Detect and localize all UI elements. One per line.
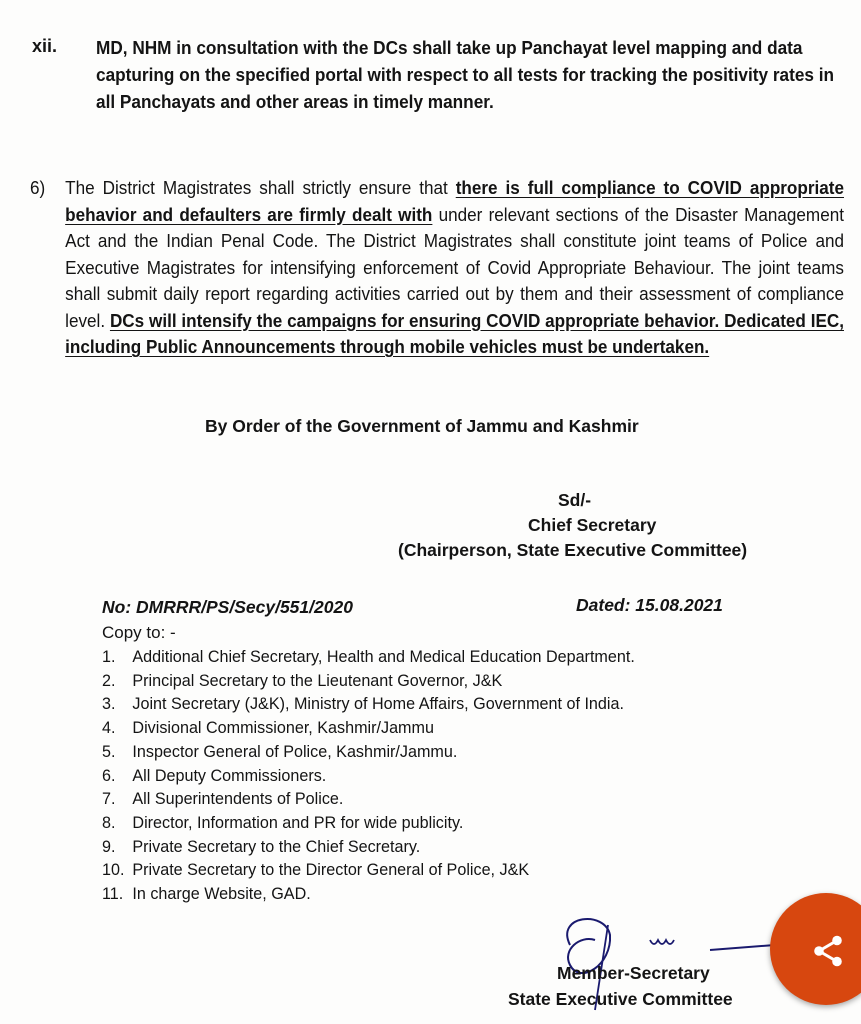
copy-to-item	[102, 835, 635, 859]
copy-to-item-number: 10.	[102, 860, 125, 880]
copy-to-item	[102, 764, 635, 788]
copy-to-item-number: 7.	[102, 789, 116, 809]
member-secretary-committee: State Executive Committee	[508, 989, 733, 1009]
copy-to-item-number: 1.	[102, 647, 116, 666]
signatory-title: Chief Secretary	[528, 515, 657, 535]
copy-to-item-text: Private Secretary to the Director General of Police, J&K	[132, 860, 530, 880]
member-secretary-title: Member-Secretary	[557, 963, 710, 983]
copy-to-item-text: Divisional Commissioner, Kashmir/Jammu	[132, 718, 434, 738]
copy-to-item-text: Inspector General of Police, Kashmir/Jammu.	[132, 741, 458, 761]
copy-to-item	[102, 740, 635, 764]
copy-to-item	[102, 716, 635, 740]
dated: Dated: 15.08.2021	[576, 595, 723, 615]
copy-to-list	[102, 645, 635, 906]
copy-to-item-number: 8.	[102, 812, 116, 832]
item-number-xii: xii.	[32, 36, 58, 56]
signed-mark: Sd/-	[558, 490, 592, 510]
order-line: By Order of the Government of Jammu and Kashmir	[205, 416, 639, 436]
item-xii-text: MD, NHM in consultation with the DCs shall take up Panchayat level mapping and data capturing on the specified portal with respect to all tests for tracking the positivity rates in all Panchayats and other areas in timely manner.	[96, 37, 835, 112]
paragraph-6-text-1: The District Magistrates shall strictly ensure that	[65, 177, 456, 198]
copy-to-item-number: 2.	[102, 670, 116, 690]
copy-to-item-text: Principal Secretary to the Lieutenant Governor, J&K	[132, 670, 503, 690]
paragraph-6-underlined-2: DCs will intensify the campaigns for ensuring COVID appropriate behavior. Dedicated IEC, including Public Announcements through mobile vehicles must be undertaken.	[65, 309, 844, 357]
copy-to-item-number: 3.	[102, 694, 116, 714]
copy-to-item	[102, 787, 635, 811]
copy-to-label: Copy to: -	[102, 623, 176, 642]
copy-to-item-number: 6.	[102, 765, 116, 785]
signatory-role: (Chairperson, State Executive Committee)	[398, 540, 748, 560]
share-button[interactable]	[770, 893, 861, 1005]
paragraph-6	[30, 175, 844, 361]
copy-to-item-number: 9.	[102, 836, 116, 856]
copy-to-item	[102, 811, 635, 835]
paragraph-6-number: 6)	[30, 177, 46, 198]
copy-to-item-text: Joint Secretary (J&K), Ministry of Home Affairs, Government of India.	[132, 694, 624, 714]
copy-to-item-text: In charge Website, GAD.	[132, 884, 311, 904]
copy-to-item-number: 5.	[102, 741, 116, 761]
copy-to-item	[102, 692, 635, 716]
paragraph-6-text-2: under relevant sections of the Disaster Management Act and the Indian Penal Code. The District Magistrates shall constitute joint teams of Police and Executive Magistrates for intensifying enforcement of Covid Appropriate Behaviour. The joint teams shall submit daily report regarding activities carried out by them and their assessment of compliance level.	[65, 203, 844, 331]
copy-to-item-text: All Deputy Commissioners.	[132, 765, 327, 785]
copy-to-item-number: 4.	[102, 718, 116, 738]
copy-to-item	[102, 882, 635, 906]
copy-to-item	[102, 669, 635, 693]
copy-to-item	[102, 645, 635, 669]
copy-to-item-number: 11.	[102, 884, 124, 904]
copy-to-item-text: Private Secretary to the Chief Secretary.	[132, 836, 421, 856]
reference-number: No: DMRRR/PS/Secy/551/2020	[102, 597, 353, 617]
copy-to-item	[102, 858, 635, 882]
paragraph-6-underlined-1: there is full compliance to COVID appropriate behavior and defaulters are firmly dealt with	[65, 177, 844, 225]
share-icon	[810, 933, 846, 969]
copy-to-item-text: All Superintendents of Police.	[132, 789, 344, 809]
copy-to-item-text: Director, Information and PR for wide publicity.	[132, 812, 464, 832]
copy-to-item-text: Additional Chief Secretary, Health and Medical Education Department.	[132, 647, 635, 666]
